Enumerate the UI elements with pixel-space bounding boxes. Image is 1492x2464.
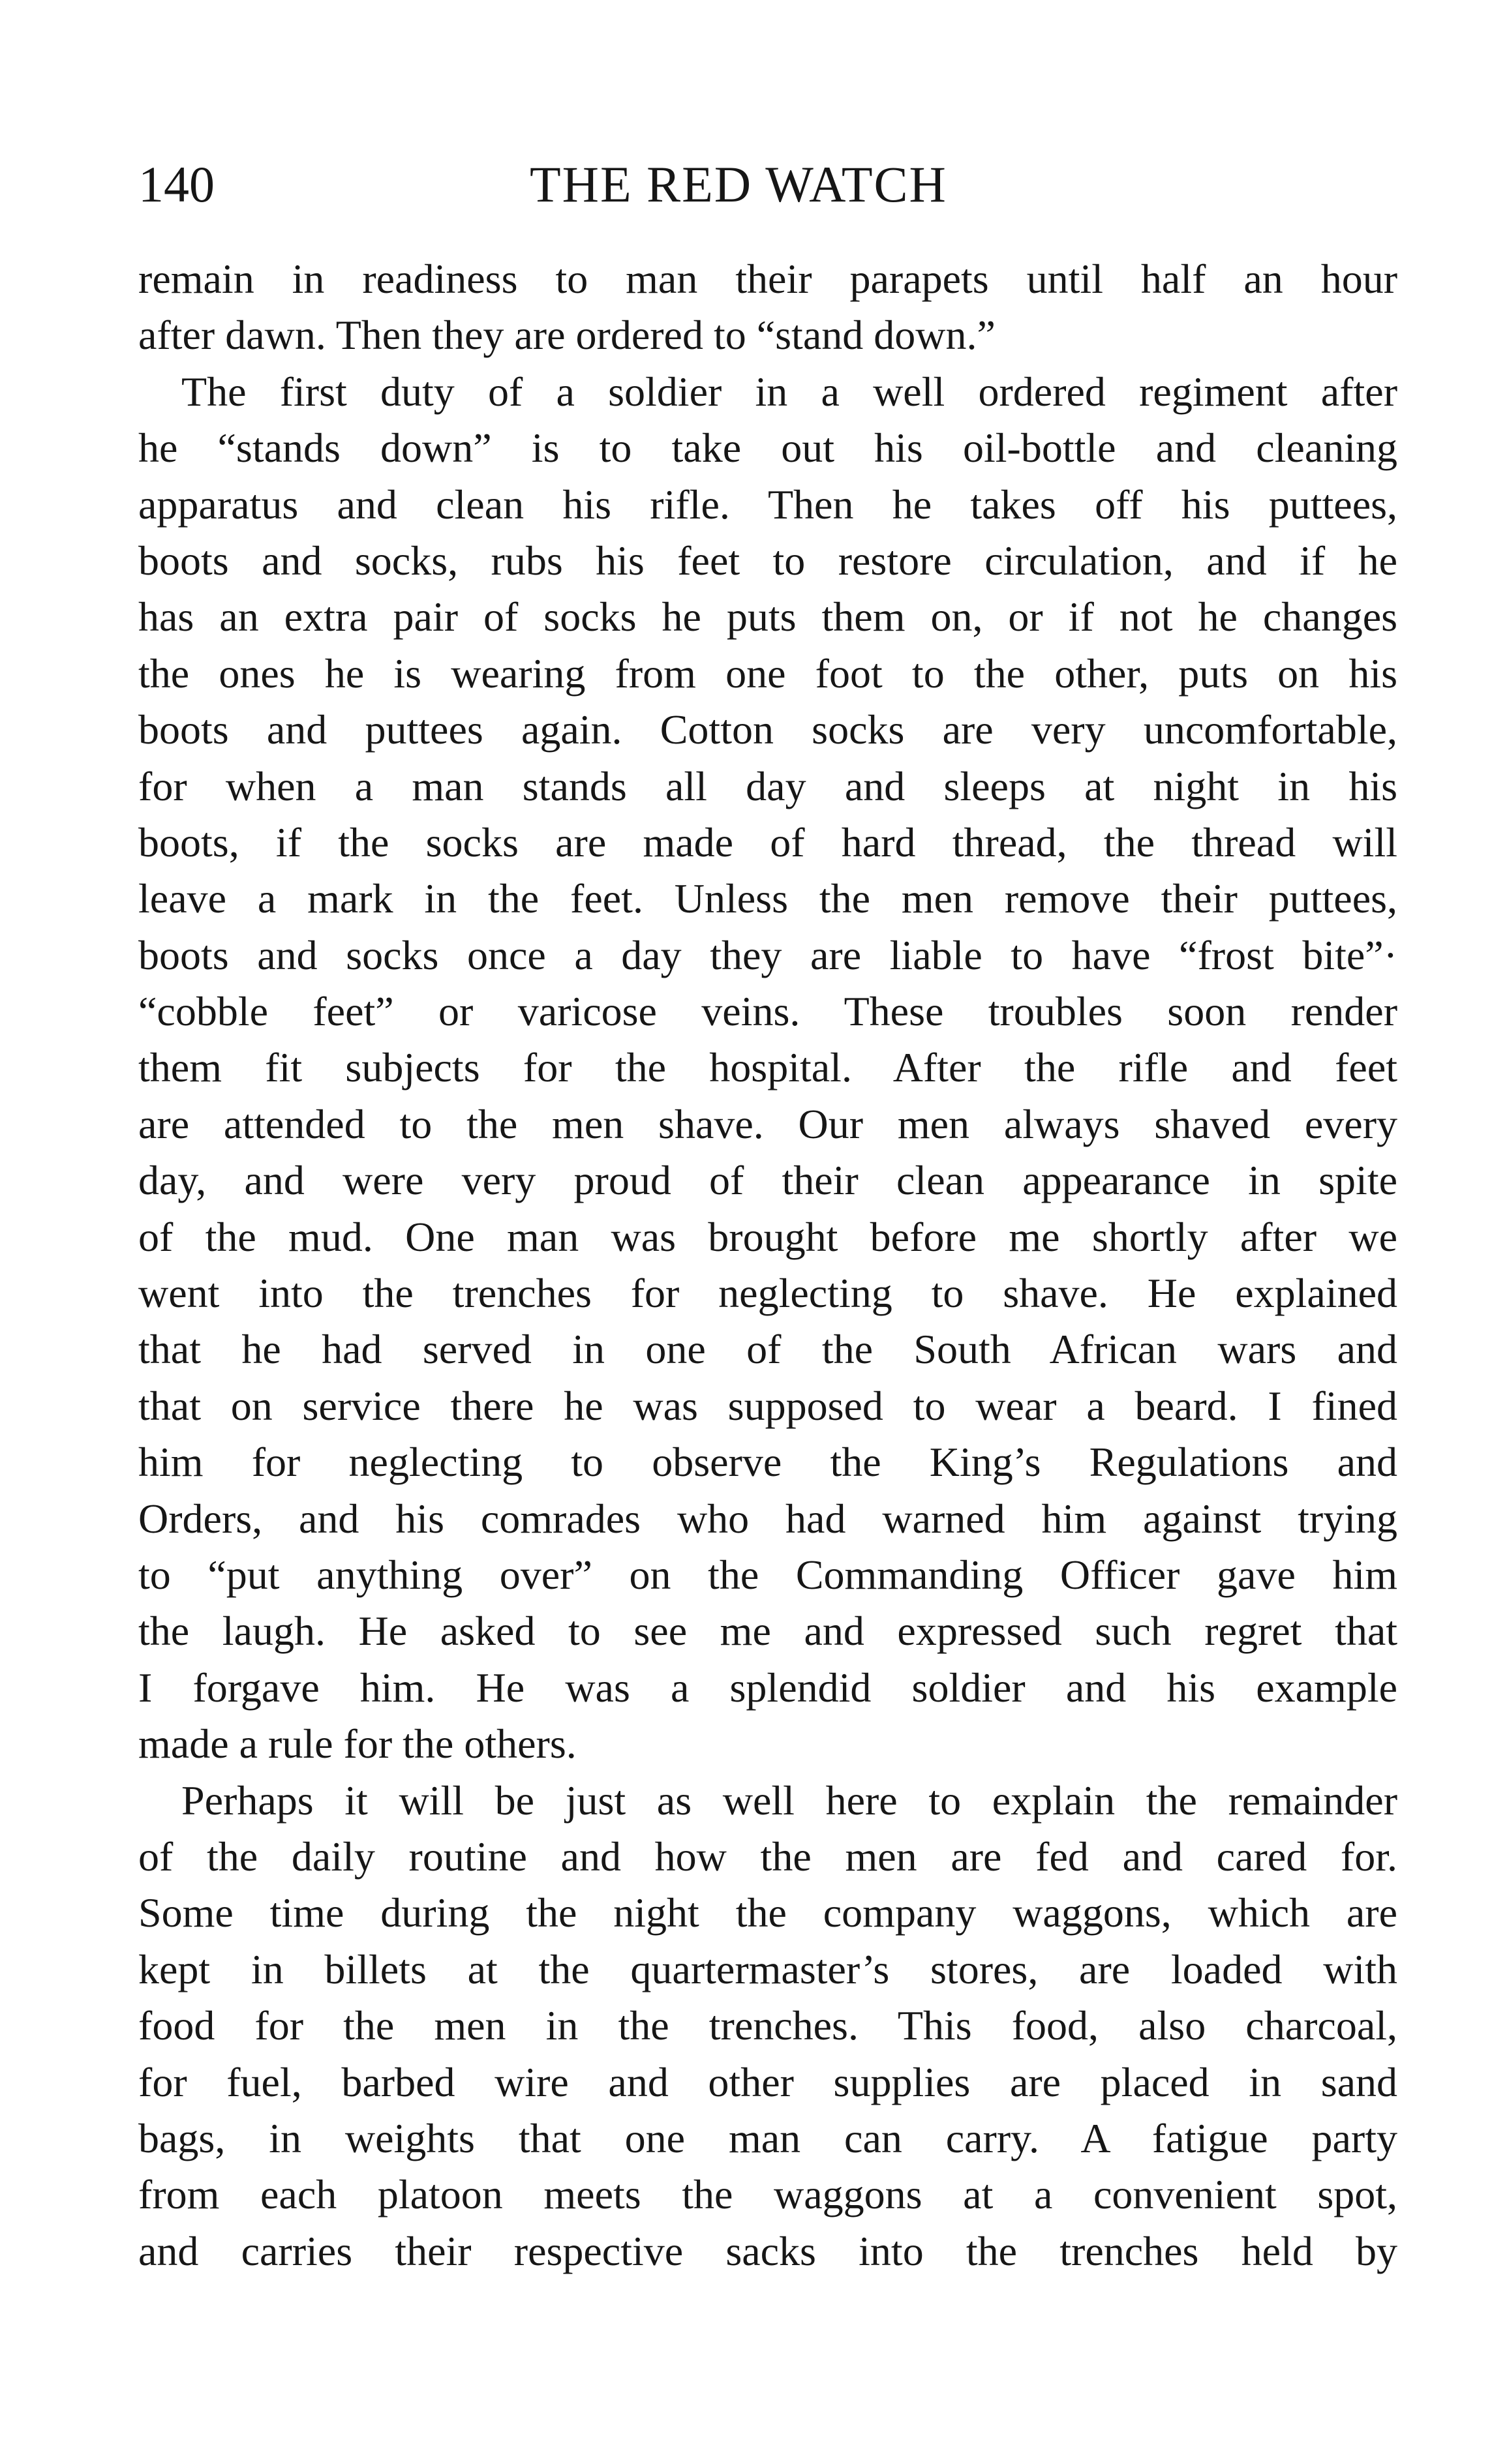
text-line: to “put anything over” on the Commanding Officer gave him	[138, 1551, 1397, 1598]
text-line: them fit subjects for the hospital. After the rifle and feet	[138, 1044, 1397, 1091]
text-line: food for the men in the trenches. This food, also charcoal,	[138, 2002, 1397, 2049]
text-line: “cobble feet” or varicose veins. These troubles soon render	[138, 988, 1397, 1035]
text-line: went into the trenches for neglecting to shave. He explained	[138, 1270, 1397, 1317]
page-number: 140	[138, 156, 215, 213]
text-line: of the daily routine and how the men are fed and cared for.	[138, 1833, 1397, 1880]
text-line: apparatus and clean his rifle. Then he takes off his puttees,	[138, 481, 1397, 528]
text-line: I forgave him. He was a splendid soldier and his example	[138, 1664, 1397, 1711]
text-line: day, and were very proud of their clean appearance in spite	[138, 1157, 1397, 1204]
text-line: of the mud. One man was brought before me shortly after we	[138, 1213, 1397, 1260]
text-line: remain in readiness to man their parapets until half an hour	[138, 256, 1397, 302]
text-line: are attended to the men shave. Our men always shaved every	[138, 1100, 1397, 1147]
text-line: kept in billets at the quartermaster’s stores, are loaded with	[138, 1946, 1397, 1992]
text-line: Perhaps it will be just as well here to explain the remainder	[181, 1777, 1397, 1824]
text-line: for fuel, barbed wire and other supplies are placed in sand	[138, 2058, 1397, 2105]
text-line: boots and puttees again. Cotton socks are very uncomfortable,	[138, 706, 1397, 753]
text-line: Some time during the night the company waggons, which are	[138, 1889, 1397, 1936]
text-line: that on service there he was supposed to wear a beard. I fined	[138, 1382, 1397, 1429]
text-line: The first duty of a soldier in a well ordered regiment after	[181, 368, 1397, 415]
text-line: boots and socks, rubs his feet to restore circulation, and if he	[138, 537, 1397, 584]
text-line: him for neglecting to observe the King’s Regulations and	[138, 1439, 1397, 1486]
text-line: after dawn. Then they are ordered to “stand down.”	[138, 312, 996, 359]
text-line: bags, in weights that one man can carry. A fatigue party	[138, 2114, 1397, 2161]
text-line: that he had served in one of the South African wars and	[138, 1326, 1397, 1373]
text-line: the ones he is wearing from one foot to the other, puts on his	[138, 650, 1397, 697]
text-line: the laugh. He asked to see me and expressed such regret that	[138, 1608, 1397, 1655]
text-line: has an extra pair of socks he puts them on, or if not he changes	[138, 593, 1397, 640]
text-line: Orders, and his comrades who had warned him against trying	[138, 1495, 1397, 1542]
text-line: from each platoon meets the waggons at a convenient spot,	[138, 2171, 1397, 2218]
running-head	[138, 149, 1378, 220]
text-line: boots and socks once a day they are liable to have “frost bite”·	[138, 931, 1397, 978]
text-line: he “stands down” is to take out his oil-bottle and cleaning	[138, 425, 1397, 472]
text-line: and carries their respective sacks into the trenches held by	[138, 2227, 1397, 2274]
book-title: THE RED WATCH	[530, 156, 947, 213]
text-line: for when a man stands all day and sleeps at night in his	[138, 762, 1397, 809]
text-line: boots, if the socks are made of hard thread, the thread will	[138, 819, 1397, 865]
body-text	[138, 251, 1397, 2279]
text-line: made a rule for the others.	[138, 1720, 577, 1767]
text-line: leave a mark in the feet. Unless the men remove their puttees,	[138, 875, 1397, 922]
